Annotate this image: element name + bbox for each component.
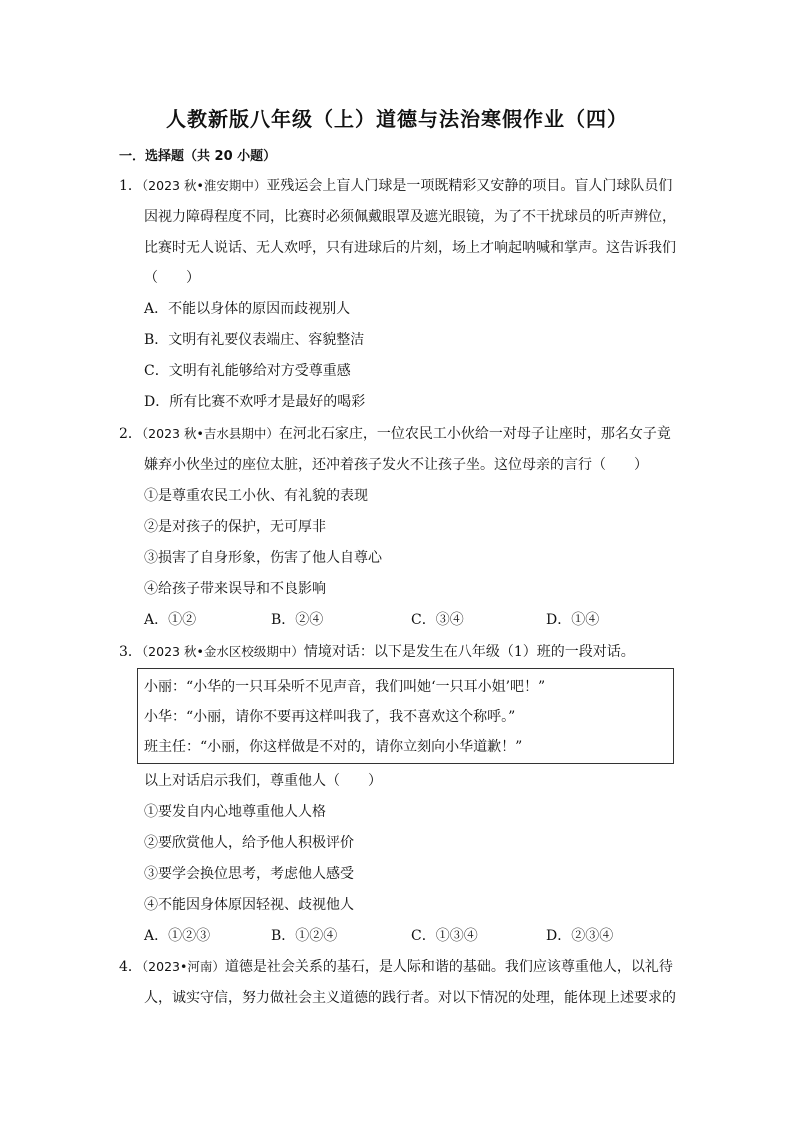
question-2-option-d: D．①④: [546, 612, 600, 628]
question-source: （2023•河南）: [141, 959, 225, 974]
question-2-option-c: C．③④: [411, 612, 464, 628]
question-1-option-b: B．文明有礼要仪表端庄、容貌整洁: [144, 332, 365, 348]
question-3-option-b: B．①②④: [271, 928, 338, 944]
question-3-option-a: A．①②③: [144, 928, 211, 944]
question-3-statement-3: ③要学会换位思考，考虑他人感受: [144, 866, 354, 882]
question-1-line-3: 比赛时无人说话、无人欢呼，只有进球后的片刻，场上才响起呐喊和掌声。这告诉我们: [144, 240, 676, 256]
question-2-statement-1: ①是尊重农民工小伙、有礼貌的表现: [144, 488, 368, 504]
question-4-line-1: [119, 957, 673, 977]
question-3-statement-4: ④不能因身体原因轻视、歧视他人: [144, 897, 354, 913]
question-2-line-2: 嫌弃小伙坐过的座位太脏，还冲着孩子发火不让孩子坐。这位母亲的言行（ ）: [144, 457, 648, 473]
question-1-line-4: （ ）: [144, 270, 200, 286]
question-text: 在河北石家庄，一位农民工小伙给一对母子让座时，那名女子竟: [278, 426, 671, 442]
question-source: （2023 秋•金水区校级期中）: [141, 644, 304, 659]
question-text: 道德是社会关系的基石，是人际和谐的基础。我们应该尊重他人，以礼待: [224, 959, 673, 975]
question-3-statement-2: ②要欣赏他人，给予他人积极评价: [144, 835, 354, 851]
dialog-line-2: 小华：“小丽，请你不要再这样叫我了，我不喜欢这个称呼。”: [144, 709, 516, 725]
question-number: 4．: [119, 959, 142, 975]
question-number: 1．: [119, 178, 142, 194]
question-3-option-d: D．②③④: [546, 928, 614, 944]
question-number: 3．: [119, 644, 142, 660]
document-title: 人教新版八年级（上）道德与法治寒假作业（四）: [166, 107, 628, 131]
question-1-line-1: [119, 176, 672, 196]
question-number: 2．: [119, 426, 142, 442]
question-2-statement-2: ②是对孩子的保护，无可厚非: [144, 519, 326, 535]
question-2-option-b: B．②④: [271, 612, 324, 628]
question-2-statement-3: ③损害了自身形象，伤害了他人自尊心: [144, 550, 382, 566]
question-source: （2023 秋•淮安期中）: [141, 178, 267, 193]
question-1-option-a: A．不能以身体的原因而歧视别人: [144, 301, 351, 317]
question-text: 亚残运会上盲人门球是一项既精彩又安静的项目。盲人门球队员们: [266, 178, 673, 194]
question-source: （2023 秋•吉水县期中）: [141, 426, 279, 441]
question-3-option-c: C．①③④: [411, 928, 478, 944]
question-4-line-2: 人，诚实守信，努力做社会主义道德的践行者。对以下情况的处理，能体现上述要求的: [144, 990, 676, 1006]
dialog-box: [137, 668, 674, 764]
question-1-option-d: D．所有比赛不欢呼才是最好的喝彩: [144, 394, 366, 410]
question-2-statement-4: ④给孩子带来误导和不良影响: [144, 581, 326, 597]
question-text: 情境对话：以下是发生在八年级（1）班的一段对话。: [303, 644, 635, 660]
question-1-line-2: 因视力障碍程度不同，比赛时必须佩戴眼罩及遮光眼镜，为了不干扰球员的听声辨位，: [144, 209, 676, 225]
question-1-option-c: C．文明有礼能够给对方受尊重感: [144, 363, 351, 379]
question-2-line-1: [119, 424, 671, 444]
dialog-line-1: 小丽：“小华的一只耳朵听不见声音，我们叫她‘一只耳小姐’吧！”: [144, 679, 546, 695]
question-2-option-a: A．①②: [144, 612, 197, 628]
question-3-prompt: 以上对话启示我们，尊重他人（ ）: [144, 773, 382, 789]
section-heading: 一．选择题（共 20 小题）: [119, 149, 277, 164]
question-3-line-1: [119, 642, 635, 662]
dialog-line-3: 班主任：“小丽，你这样做是不对的，请你立刻向小华道歉！”: [144, 739, 523, 755]
question-3-statement-1: ①要发自内心地尊重他人人格: [144, 804, 326, 820]
